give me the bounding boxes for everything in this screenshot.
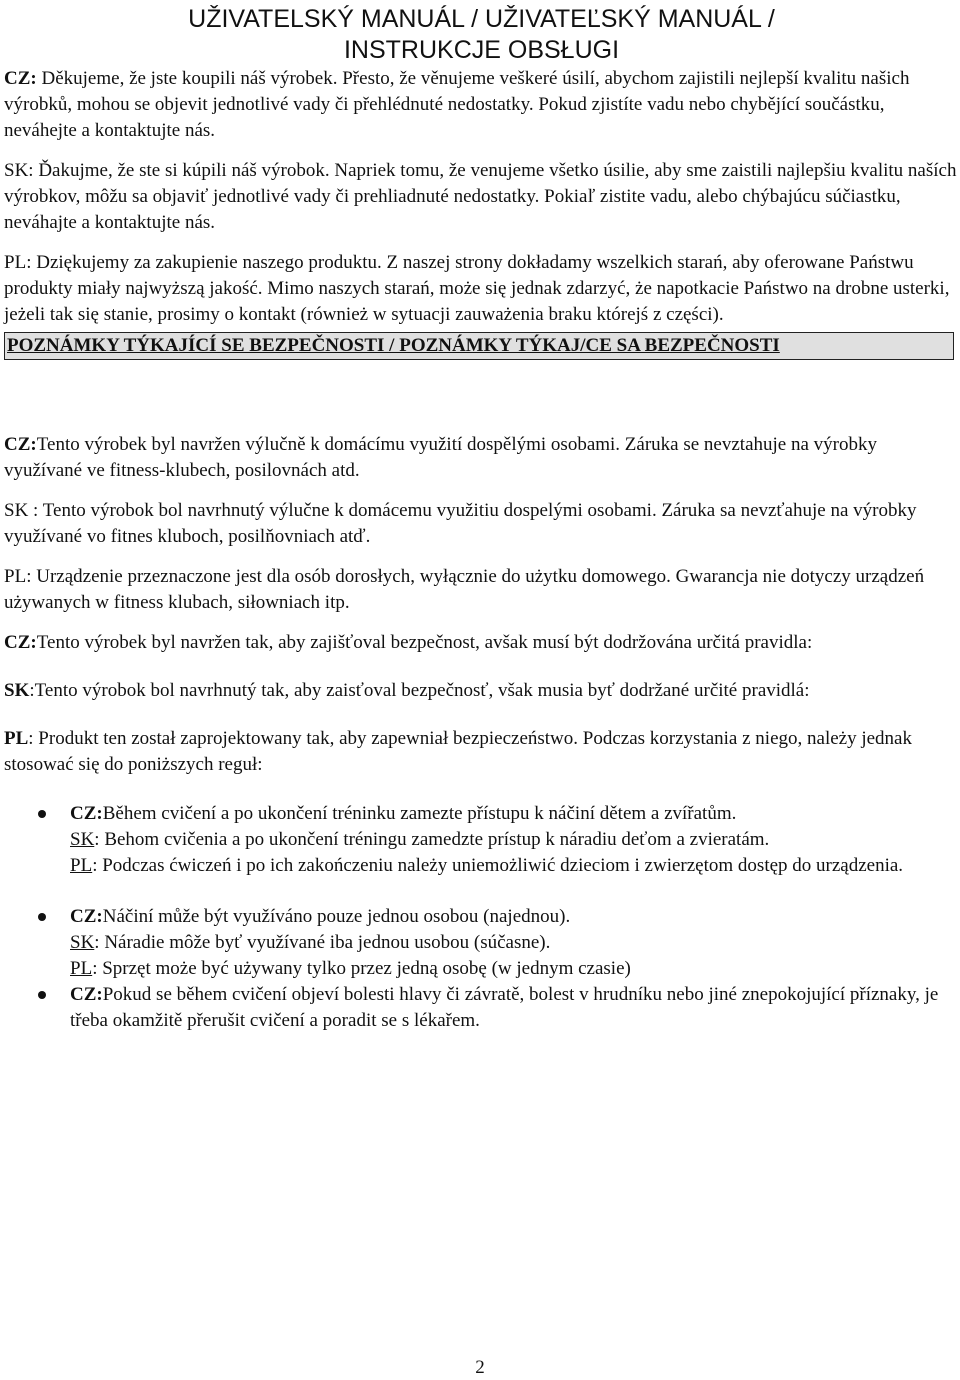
lang-label-sk: SK — [4, 680, 30, 701]
bullet-sk-text: : Behom cvičenia a po ukončení tréningu zamedzte prístup k náradiu deťom a zvieratám. — [94, 829, 770, 850]
intro-cz-text: Děkujeme, že jste koupili náš výrobek. Přesto, že věnujeme veškeré úsilí, abychom zajistili nejlepší kvalitu našich výrobků, mohou se objevit jednotlivé vady či přehlédnuté nedostatky. Pokud zjistíte vadu nebo chybějící součástku, neváhejte a kontaktujte nás. — [4, 68, 910, 141]
lang-label-cz: CZ: — [4, 632, 37, 653]
usage-cz-text: Tento výrobek byl navržen výlučně k domácímu využití dospělými osobami. Záruka se nevztahuje na výrobky využívané ve fitness-klubech, posilovnách atd. — [4, 434, 877, 481]
usage-sk — [4, 498, 959, 550]
lang-label-cz: CZ: — [4, 434, 37, 455]
lang-label-sk: SK — [70, 932, 95, 953]
lang-label-cz: CZ: — [70, 906, 103, 927]
lang-label-cz: CZ: — [70, 803, 103, 824]
intro-pl — [4, 250, 959, 328]
title-line-1: UŽIVATELSKÝ MANUÁL / UŽIVATEĽSKÝ MANUÁL / — [188, 5, 775, 33]
bullet-pl-text: : Podczas ćwiczeń i po ich zakończeniu należy uniemożliwić dzieciom i zwierzętom dostęp do urządzenia. — [92, 855, 904, 876]
rules-pl-text: : Produkt ten został zaprojektowany tak, aby zapewniał bezpieczeństwo. Podczas korzystania z niego, należy jednak stosować się do poniższych reguł: — [4, 728, 912, 775]
lang-label-sk: SK — [4, 160, 29, 181]
safety-heading: POZNÁMKY TÝKAJÍCÍ SE BEZPEČNOSTI / POZNÁMKY TÝKAJ/CE SA BEZPEČNOSTI — [4, 332, 954, 360]
rules-sk — [4, 678, 959, 704]
lang-label-cz: CZ: — [70, 984, 103, 1005]
usage-pl — [4, 564, 959, 616]
lang-label-sk: SK — [70, 829, 95, 850]
manual-page — [4, 0, 959, 1034]
lang-label-pl: PL — [70, 855, 93, 876]
rules-cz-text: Tento výrobek byl navržen tak, aby zajišťoval bezpečnost, avšak musí být dodržována určitá pravidla: — [36, 632, 813, 653]
bullet-pl-text: : Sprzęt może być używany tylko przez jedną osobę (w jednym czasie) — [92, 958, 631, 979]
rules-pl — [4, 726, 959, 778]
lang-label-pl: PL — [4, 566, 27, 587]
intro-sk — [4, 158, 959, 236]
rules-sk-text: :Tento výrobok bol navrhnutý tak, aby zaisťoval bezpečnosť, však musia byť dodržané určité pravidlá: — [29, 680, 810, 701]
usage-pl-text: : Urządzenie przeznaczone jest dla osób dorosłych, wyłącznie do użytku domowego. Gwarancja nie dotyczy urządzeń używanych w fitness klubach, siłowniach itp. — [4, 566, 925, 613]
page-number: 2 — [475, 1357, 485, 1378]
bullet-sk-text: : Náradie môže byť využívané iba jednou usobou (súčasne). — [94, 932, 551, 953]
list-item — [4, 801, 959, 879]
list-item — [4, 982, 959, 1034]
usage-cz — [4, 432, 959, 484]
bullet-icon — [38, 991, 46, 999]
lang-label-pl: PL — [4, 728, 29, 749]
bullet-cz-text: Během cvičení a po ukončení tréninku zamezte přístupu k náčiní dětem a zvířatům. — [102, 803, 737, 824]
lang-label-cz: CZ: — [4, 68, 37, 89]
rules-cz — [4, 630, 959, 656]
intro-cz — [4, 66, 959, 144]
intro-sk-text: : Ďakujme, že ste si kúpili náš výrobok. Napriek tomu, že venujeme všetko úsilie, aby sme zaistili najlepšiu kvalitu naších výrobkov, môžu sa objaviť jednotlivé vady či prehliadnuté nedostatky. Pokiaľ zistite vadu, alebo chýbajúcu súčiastku, neváhajte a kontaktujte nás. — [4, 160, 957, 233]
usage-sk-text: : Tento výrobok bol navrhnutý výlučne k domácemu využitiu dospelými osobami. Záruka sa nevzťahuje na výrobky využívané vo fitnes kluboch, posilňovniach atď. — [4, 500, 917, 547]
safety-rules-list — [4, 801, 959, 1034]
bullet-cz-text: Pokud se během cvičení objeví bolesti hlavy či závratě, bolest v hrudníku nebo jiné znepokojující příznaky, je třeba okamžitě přerušit cvičení a poradit se s lékařem. — [70, 984, 939, 1031]
list-item — [4, 904, 959, 982]
lang-label-sk: SK — [4, 500, 29, 521]
lang-label-pl: PL — [70, 958, 93, 979]
bullet-icon — [38, 810, 46, 818]
document-title — [4, 4, 959, 66]
lang-label-pl: PL — [4, 252, 27, 273]
bullet-cz-text: Náčiní může být využíváno pouze jednou osobou (najednou). — [102, 906, 571, 927]
title-line-2: INSTRUKCJE OBSŁUGI — [343, 36, 620, 64]
intro-pl-text: : Dziękujemy za zakupienie naszego produktu. Z naszej strony dokładamy wszelkich starań, aby oferowane Państwu produkty miały najwyższą jakość. Mimo naszych starań, może się jednak zdarzyć, że napotkacie Państwo na drobne usterki, jeżeli tak się stanie, prosimy o kontakt (również w sytuacji zauważenia braku którejś z części). — [4, 252, 950, 325]
bullet-icon — [38, 913, 46, 921]
